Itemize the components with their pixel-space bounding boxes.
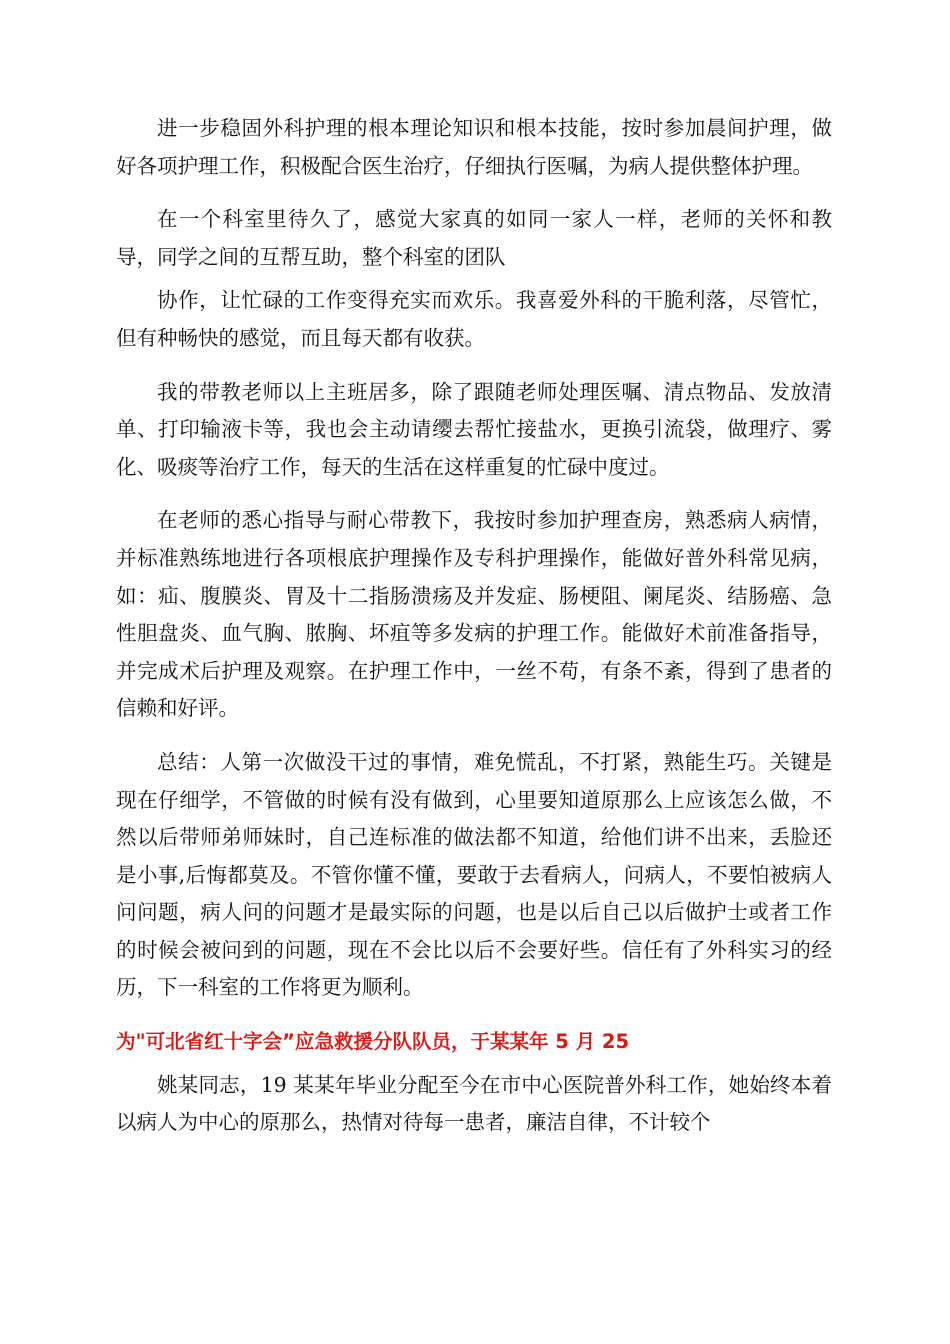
paragraph-summary: 总结：人第一次做没干过的事情，难免慌乱，不打紧，熟能生巧。关键是现在仔细学，不管做的时候有没有做到，心里要知道原那么上应该怎么做，不然以后带师弟师妹时，自己连标准的做法都不知道，给他们讲不出来，丢脸还是小事,后悔都莫及。不管你懂不懂，要敢于去看病人，问病人，不要怕被病人问问题，病人问的问题才是最实际的问题，也是以后自己以后做护士或者工作的时候会被问到的问题，现在不会比以后不会要好些。信任有了外科实习的经历，下一科室的工作将更为顺利。	[116, 749, 832, 1000]
paragraph-nominee-intro: 姚某同志，19 某某年毕业分配至今在市中心医院普外科工作，她始终本着以病人为中心的原那么，热情对待每一患者，廉洁自律，不计较个	[116, 1072, 832, 1135]
paragraph-department-family: 在一个科室里待久了，感觉大家真的如同一家人一样，老师的关怀和教导，同学之间的互帮互助，整个科室的团队	[116, 207, 832, 269]
document-body	[116, 110, 832, 1158]
section-heading: 为"可北省红十字会”应急救援分队队员，于某某年 5 月 25	[116, 1030, 630, 1054]
paragraph-basic-skills: 进一步稳固外科护理的根本理论知识和根本技能，按时参加晨间护理，做好各项护理工作，积极配合医生治疗，仔细执行医嘱，为病人提供整体护理。	[116, 116, 832, 178]
paragraph-teacher-duties: 我的带教老师以上主班居多，除了跟随老师处理医嘱、清点物品、发放清单、打印输液卡等，我也会主动请缨去帮忙接盐水，更换引流袋，做理疗、雾化、吸痰等治疗工作，每天的生活在这样重复的忙碌中度过。	[116, 379, 832, 479]
paragraph-teamwork: 协作，让忙碌的工作变得充实而欢乐。我喜爱外科的干脆利落，尽管忙，但有种畅快的感觉，而且每天都有收获。	[116, 288, 832, 350]
paragraph-nursing-rounds: 在老师的悉心指导与耐心带教下，我按时参加护理查房，熟悉病人病情，并标准熟练地进行各项根底护理操作及专科护理操作，能做好普外科常见病，如：疝、腹膜炎、胃及十二指肠溃疡及并发症、肠梗阻、阑尾炎、结肠癌、急性胆盘炎、血气胸、脓胸、坏疽等多发病的护理工作。能做好术前准备指导，并完成术后护理及观察。在护理工作中，一丝不苟，有条不紊，得到了患者的信赖和好评。	[116, 508, 832, 721]
